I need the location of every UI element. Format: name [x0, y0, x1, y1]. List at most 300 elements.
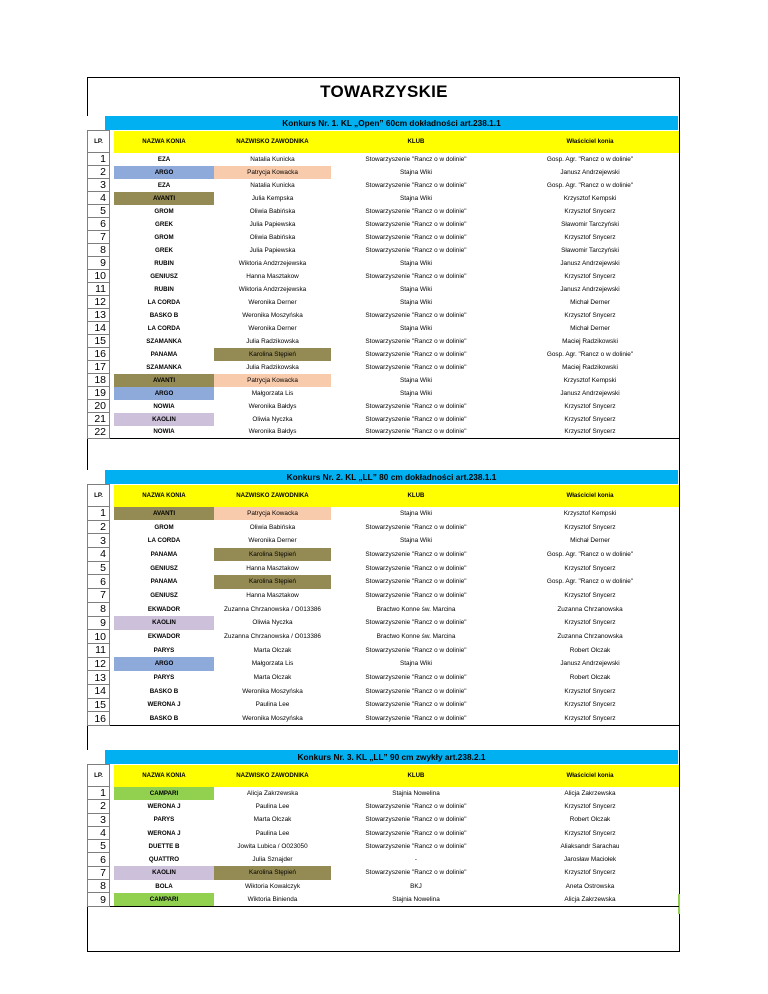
club-name: Stajna Wiki	[400, 537, 432, 545]
header-rider: NAZWISKO ZAWODNIKA	[214, 131, 331, 153]
horse-name: NOWIA	[114, 426, 214, 439]
entries-table	[87, 764, 679, 907]
row-number: 5	[88, 205, 110, 218]
table-row	[88, 602, 680, 616]
owner-name: Zuzanna Chrzanowska	[557, 633, 623, 641]
club-name: Stowarzyszenie "Rancz o w dolinie"	[365, 701, 467, 709]
table-row	[88, 361, 680, 374]
table-row	[88, 800, 680, 813]
horse-name: PARYS	[153, 816, 175, 824]
table-row	[88, 374, 680, 387]
rider-name: Julia Radzikowska	[246, 363, 299, 371]
row-number: 9	[88, 893, 110, 906]
row-number: 1	[88, 787, 110, 800]
horse-name: CAMPARI	[114, 787, 214, 800]
horse-name: BASKO B	[149, 687, 179, 695]
row-number: 4	[88, 548, 110, 562]
section-title-row	[87, 750, 678, 764]
section-title-spacer	[87, 116, 105, 130]
horse-name: LA CORDA	[147, 324, 181, 332]
horse-name: GROM	[154, 233, 174, 241]
row-number: 3	[88, 179, 110, 192]
header-horse: NAZWA KONIA	[114, 485, 214, 507]
row-number: 11	[88, 283, 110, 296]
club-name: Stowarzyszenie "Rancz o w dolinie"	[365, 591, 467, 599]
horse-name: PANAMA	[150, 350, 178, 358]
table-row	[88, 520, 680, 534]
horse-name: PARYS	[153, 646, 175, 654]
table-row	[88, 244, 680, 257]
owner-name: Aliaksandr Sarachau	[560, 842, 620, 850]
horse-name: AVANTI	[114, 507, 214, 521]
table-row	[88, 826, 680, 839]
row-number: 9	[88, 257, 110, 270]
owner-name: Krzysztof Snycerz	[501, 712, 679, 726]
rider-name: Hanna Masztakow	[246, 272, 299, 280]
table-row	[88, 575, 680, 589]
club-name: Stowarzyszenie "Rancz o w dolinie"	[365, 181, 467, 189]
club-name: Stajna Wiki	[400, 168, 432, 176]
horse-name: BASKO B	[149, 311, 179, 319]
table-row	[88, 166, 680, 179]
row-number: 13	[88, 309, 110, 322]
horse-name: AVANTI	[114, 374, 214, 387]
horse-name: BASKO B	[114, 712, 214, 726]
owner-name: Janusz Andrzejewski	[560, 389, 620, 397]
club-name: Stowarzyszenie "Rancz o w dolinie"	[365, 523, 467, 531]
row-number: 22	[88, 426, 110, 439]
rider-name: Karolina Stępień	[214, 548, 331, 562]
owner-name: Krzysztof Snycerz	[564, 591, 616, 599]
owner-name: Gosp. Agr. "Rancz o w dolinie"	[546, 155, 634, 163]
owner-name: Krzysztof Snycerz	[564, 311, 616, 319]
header-owner: Właściciel konia	[501, 485, 679, 507]
section-konkurs-1	[87, 116, 678, 439]
row-number: 20	[88, 400, 110, 413]
table-row	[88, 712, 680, 726]
rider-name: Julia Papiewska	[249, 246, 296, 254]
owner-name: Krzysztof Snycerz	[564, 402, 616, 410]
rider-name: Patrycja Kowacka	[214, 166, 331, 179]
table-row	[88, 643, 680, 657]
header-club: KLUB	[331, 765, 501, 787]
rider-name: Oliwia Nyczka	[252, 415, 293, 423]
table-header-row	[88, 485, 680, 507]
owner-name: Gosp. Agr. "Rancz o w dolinie"	[546, 578, 634, 586]
horse-name: EKWADOR	[147, 633, 181, 641]
header-horse: NAZWA KONIA	[114, 765, 214, 787]
rider-name: Wiktoria Andzrzejewska	[238, 259, 307, 267]
row-number: 15	[88, 335, 110, 348]
owner-name: Michał Derner	[570, 324, 610, 332]
owner-name: Michał Derner	[570, 298, 610, 306]
horse-name: KAOLIN	[114, 413, 214, 426]
owner-name: Gosp. Agr. "Rancz o w dolinie"	[546, 181, 634, 189]
rider-name: Julia Papiewska	[249, 220, 296, 228]
table-row	[88, 179, 680, 192]
horse-name: CAMPARI	[114, 893, 214, 906]
club-name: Stajna Wiki	[400, 376, 432, 384]
table-row	[88, 192, 680, 205]
horse-name: GROM	[154, 523, 174, 531]
table-row	[88, 387, 680, 400]
owner-name: Alicja Zakrzewska	[564, 789, 616, 797]
row-number: 2	[88, 166, 110, 179]
row-number: 1	[88, 507, 110, 521]
rider-name: Weronika Moszyńska	[242, 687, 303, 695]
table-row	[88, 671, 680, 685]
owner-name: Krzysztof Snycerz	[564, 272, 616, 280]
table-row	[88, 787, 680, 800]
club-name: Stajna Wiki	[400, 298, 432, 306]
club-name: Stowarzyszenie "Rancz o w dolinie"	[365, 233, 467, 241]
table-row	[88, 507, 680, 521]
club-name: Bractwo Konne św. Marcina	[376, 605, 456, 613]
horse-name: GREK	[155, 246, 173, 254]
owner-name: Robert Olczak	[569, 674, 611, 682]
rider-name: Wiktoria Kowalczyk	[244, 882, 301, 890]
table-row	[88, 270, 680, 283]
row-number: 1	[88, 153, 110, 166]
club-name: Stajna Wiki	[400, 285, 432, 293]
club-name: Stowarzyszenie "Rancz o w dolinie"	[365, 816, 467, 824]
owner-name: Krzysztof Snycerz	[564, 207, 616, 215]
rider-name: Wiktoria Binienda	[214, 893, 331, 906]
horse-name: EZA	[157, 155, 171, 163]
header-lp: LP.	[88, 131, 110, 153]
owner-name: Krzysztof Snycerz	[564, 233, 616, 241]
row-number: 14	[88, 684, 110, 698]
rider-name: Małgorzata Lis	[251, 660, 294, 668]
owner-name: Janusz Andrzejewski	[560, 259, 620, 267]
row-number: 13	[88, 671, 110, 685]
owner-name: Krzysztof Snycerz	[501, 426, 679, 439]
row-number: 4	[88, 826, 110, 839]
row-number: 6	[88, 218, 110, 231]
club-name: Stowarzyszenie "Rancz o w dolinie"	[365, 619, 467, 627]
horse-name: EZA	[157, 181, 171, 189]
rider-name: Weronika Derner	[248, 324, 297, 332]
rider-name: Natalia Kunicka	[250, 181, 295, 189]
club-name: Stowarzyszenie "Rancz o w dolinie"	[365, 402, 467, 410]
entries-table	[87, 484, 679, 726]
owner-name: Maciej Radzikowski	[562, 363, 618, 371]
table-row	[88, 698, 680, 712]
row-number: 17	[88, 361, 110, 374]
rider-name: Zuzanna Chrzanowska / O013386	[224, 633, 321, 641]
section-title-spacer	[87, 750, 105, 764]
owner-name: Jarosław Maciołek	[563, 856, 617, 864]
rider-name: Natalia Kunicka	[250, 155, 295, 163]
section-title-spacer	[87, 470, 105, 484]
horse-name: ARGO	[114, 166, 214, 179]
table-row	[88, 231, 680, 244]
table-row	[88, 413, 680, 426]
owner-name: Robert Olczak	[569, 816, 611, 824]
club-name: Stowarzyszenie "Rancz o w dolinie"	[365, 578, 467, 586]
owner-name: Maciej Radzikowski	[562, 337, 618, 345]
row-number: 7	[88, 231, 110, 244]
owner-name: Krzysztof Kempski	[563, 376, 617, 384]
owner-name: Robert Olczak	[569, 646, 611, 654]
club-name: Stajna Wiki	[400, 324, 432, 332]
rider-name: Weronika Bałdys	[248, 402, 297, 410]
table-row	[88, 426, 680, 439]
rider-name: Weronika Bałdys	[214, 426, 331, 439]
horse-name: RUBIN	[154, 285, 174, 293]
header-rider: NAZWISKO ZAWODNIKA	[214, 485, 331, 507]
horse-name: KAOLIN	[114, 616, 214, 630]
horse-name: PANAMA	[150, 550, 178, 558]
header-club: KLUB	[331, 131, 501, 153]
table-row	[88, 866, 680, 879]
horse-name: RUBIN	[154, 259, 174, 267]
row-number: 3	[88, 813, 110, 826]
club-name: BKJ	[410, 882, 422, 890]
horse-name: LA CORDA	[147, 537, 181, 545]
horse-name: LA CORDA	[147, 298, 181, 306]
owner-name: Gosp. Agr. "Rancz o w dolinie"	[546, 350, 634, 358]
row-number: 12	[88, 296, 110, 309]
row-number: 8	[88, 244, 110, 257]
club-name: Stajna Wiki	[400, 389, 432, 397]
header-club: KLUB	[331, 485, 501, 507]
horse-name: WERONA J	[147, 701, 181, 709]
horse-name: BOLA	[155, 882, 173, 890]
rider-name: Paulina Lee	[255, 829, 290, 837]
owner-name: Michał Derner	[570, 537, 610, 545]
horse-name: ARGO	[114, 657, 214, 671]
club-name: Stowarzyszenie "Rancz o w dolinie"	[365, 363, 467, 371]
table-row	[88, 335, 680, 348]
owner-name: Krzysztof Kempski	[563, 509, 617, 517]
table-row	[88, 322, 680, 335]
rider-name: Julia Radzikowska	[246, 337, 299, 345]
table-row	[88, 893, 680, 906]
table-row	[88, 296, 680, 309]
row-number: 18	[88, 374, 110, 387]
owner-name: Krzysztof Snycerz	[564, 701, 616, 709]
owner-name: Krzysztof Kempski	[563, 194, 617, 202]
horse-name: PARYS	[153, 674, 175, 682]
table-row	[88, 684, 680, 698]
row-number: 12	[88, 657, 110, 671]
club-name: Stowarzyszenie "Rancz o w dolinie"	[365, 674, 467, 682]
rider-name: Karolina Stępień	[214, 575, 331, 589]
row-number: 8	[88, 880, 110, 893]
club-name: -	[414, 856, 418, 864]
table-row	[88, 840, 680, 853]
horse-name: ARGO	[114, 387, 214, 400]
club-name: Stajna Wiki	[400, 509, 432, 517]
owner-name: Janusz Andrzejewski	[560, 660, 620, 668]
club-name: Stowarzyszenie "Rancz o w dolinie"	[365, 207, 467, 215]
row-number: 5	[88, 561, 110, 575]
row-number: 5	[88, 840, 110, 853]
rider-name: Oliwia Babińska	[249, 233, 296, 241]
table-row	[88, 205, 680, 218]
club-name: Stajnia Nowelina	[331, 893, 501, 906]
rider-name: Wiktoria Andzrzejewska	[238, 285, 307, 293]
rider-name: Oliwia Babińska	[249, 523, 296, 531]
table-row	[88, 548, 680, 562]
row-number: 3	[88, 534, 110, 548]
club-name: Stowarzyszenie "Rancz o w dolinie"	[365, 802, 467, 810]
owner-name: Krzysztof Snycerz	[564, 802, 616, 810]
club-name: Stajna Wiki	[400, 194, 432, 202]
table-row	[88, 853, 680, 866]
rider-name: Karolina Stępień	[214, 348, 331, 361]
club-name: Stowarzyszenie "Rancz o w dolinie"	[365, 829, 467, 837]
table-row	[88, 400, 680, 413]
section-title-row	[87, 116, 678, 130]
horse-name: SZAMANKA	[146, 363, 182, 371]
rider-name: Alicja Zakrzewska	[246, 789, 299, 797]
club-name: Bractwo Konne św. Marcina	[376, 633, 456, 641]
row-number: 6	[88, 853, 110, 866]
entries-table	[87, 130, 679, 439]
owner-name: Sławomir Tarczyński	[561, 220, 619, 228]
row-number: 19	[88, 387, 110, 400]
row-number: 6	[88, 575, 110, 589]
rider-name: Hanna Masztakow	[246, 591, 299, 599]
section-konkurs-2	[87, 470, 678, 726]
owner-name: Zuzanna Chrzanowska	[557, 605, 623, 613]
rider-name: Weronika Derner	[248, 298, 297, 306]
horse-name: DUETTE B	[148, 842, 180, 850]
header-rider: NAZWISKO ZAWODNIKA	[214, 765, 331, 787]
club-name: Stowarzyszenie "Rancz o w dolinie"	[365, 272, 467, 280]
row-number: 2	[88, 520, 110, 534]
table-row	[88, 616, 680, 630]
horse-name: GREK	[155, 220, 173, 228]
rider-name: Marta Olczak	[253, 816, 292, 824]
rider-name: Julia Kempska	[251, 194, 294, 202]
owner-name: Janusz Andrzejewski	[560, 285, 620, 293]
table-row	[88, 283, 680, 296]
row-number: 15	[88, 698, 110, 712]
club-name: Stowarzyszenie "Rancz o w dolinie"	[365, 646, 467, 654]
horse-name: GENIUSZ	[150, 564, 178, 572]
rider-name: Małgorzata Lis	[251, 389, 294, 397]
table-row	[88, 218, 680, 231]
header-lp: LP.	[88, 485, 110, 507]
horse-name: WERONA J	[147, 802, 181, 810]
owner-name: Krzysztof Snycerz	[564, 619, 616, 627]
club-name: Stowarzyszenie "Rancz o w dolinie"	[365, 350, 467, 358]
owner-name: Krzysztof Snycerz	[564, 687, 616, 695]
horse-name: AVANTI	[114, 192, 214, 205]
table-row	[88, 630, 680, 644]
rider-name: Oliwia Babińska	[249, 207, 296, 215]
row-number: 4	[88, 192, 110, 205]
horse-name: EKWADOR	[147, 605, 181, 613]
table-header-row	[88, 131, 680, 153]
rider-name: Jowita Lubica / O023050	[237, 842, 308, 850]
rider-name: Hanna Masztakow	[246, 564, 299, 572]
header-owner: Właściciel konia	[501, 131, 679, 153]
header-horse: NAZWA KONIA	[114, 131, 214, 153]
row-number: 14	[88, 322, 110, 335]
table-row	[88, 534, 680, 548]
rider-name: Weronika Moszyńska	[214, 712, 331, 726]
rider-name: Karolina Stępień	[214, 866, 331, 879]
table-row	[88, 561, 680, 575]
rider-name: Marta Olczak	[253, 674, 292, 682]
owner-name: Sławomir Tarczyński	[561, 246, 619, 254]
club-name: Stajnia Nowelina	[392, 789, 440, 797]
rider-name: Marta Olczak	[253, 646, 292, 654]
owner-name: Gosp. Agr. "Rancz o w dolinie"	[546, 550, 634, 558]
horse-name: PANAMA	[150, 578, 178, 586]
horse-name: GENIUSZ	[150, 272, 178, 280]
row-number: 16	[88, 712, 110, 726]
horse-name: KAOLIN	[114, 866, 214, 879]
page-title: TOWARZYSKIE	[320, 82, 448, 101]
club-name: Stowarzyszenie "Rancz o w dolinie"	[365, 220, 467, 228]
header-lp: LP.	[88, 765, 110, 787]
table-row	[88, 813, 680, 826]
table-header-row	[88, 765, 680, 787]
owner-name: Alicja Zakrzewska	[501, 893, 679, 906]
row-number: 21	[88, 413, 110, 426]
table-row	[88, 880, 680, 893]
row-number: 7	[88, 866, 110, 879]
table-row	[88, 309, 680, 322]
club-name: Stowarzyszenie "Rancz o w dolinie"	[365, 869, 467, 877]
rider-name: Paulina Lee	[255, 802, 290, 810]
row-number: 7	[88, 589, 110, 603]
club-name: Stowarzyszenie "Rancz o w dolinie"	[365, 246, 467, 254]
club-name: Stowarzyszenie "Rancz o w dolinie"	[365, 155, 467, 163]
club-name: Stajna Wiki	[400, 660, 432, 668]
rider-name: Weronika Derner	[248, 537, 297, 545]
horse-name: SZAMANKA	[146, 337, 182, 345]
rider-name: Oliwia Nyczka	[252, 619, 293, 627]
table-row	[88, 657, 680, 671]
row-number: 10	[88, 630, 110, 644]
table-row	[88, 153, 680, 166]
section-title-row	[87, 470, 678, 484]
horse-name: GROM	[154, 207, 174, 215]
club-name: Stowarzyszenie "Rancz o w dolinie"	[365, 687, 467, 695]
club-name: Stowarzyszenie "Rancz o w dolinie"	[365, 311, 467, 319]
section-title: Konkurs Nr. 1. KL „Open” 60cm dokładności art.238.1.1	[105, 116, 678, 130]
club-name: Stajna Wiki	[400, 259, 432, 267]
row-number: 9	[88, 616, 110, 630]
owner-name: Krzysztof Snycerz	[564, 523, 616, 531]
table-row	[88, 257, 680, 270]
owner-name: Krzysztof Snycerz	[564, 415, 616, 423]
row-number: 11	[88, 643, 110, 657]
owner-name: Krzysztof Snycerz	[564, 564, 616, 572]
club-name: Stowarzyszenie "Rancz o w dolinie"	[331, 712, 501, 726]
horse-name: WERONA J	[147, 829, 181, 837]
rider-name: Patrycja Kowacka	[214, 507, 331, 521]
club-name: Stowarzyszenie "Rancz o w dolinie"	[365, 415, 467, 423]
table-row	[88, 348, 680, 361]
row-number: 16	[88, 348, 110, 361]
section-title: Konkurs Nr. 2. KL „LL” 80 cm dokładności art.238.1.1	[105, 470, 678, 484]
rider-name: Patrycja Kowacka	[214, 374, 331, 387]
table-row	[88, 589, 680, 603]
rider-name: Weronika Moszyńska	[242, 311, 303, 319]
section-title: Konkurs Nr. 3. KL „LL” 90 cm zwykły art.238.2.1	[105, 750, 678, 764]
section-konkurs-3	[87, 750, 678, 907]
club-name: Stowarzyszenie "Rancz o w dolinie"	[365, 564, 467, 572]
owner-name: Janusz Andrzejewski	[560, 168, 620, 176]
horse-name: QUATTRO	[148, 856, 180, 864]
